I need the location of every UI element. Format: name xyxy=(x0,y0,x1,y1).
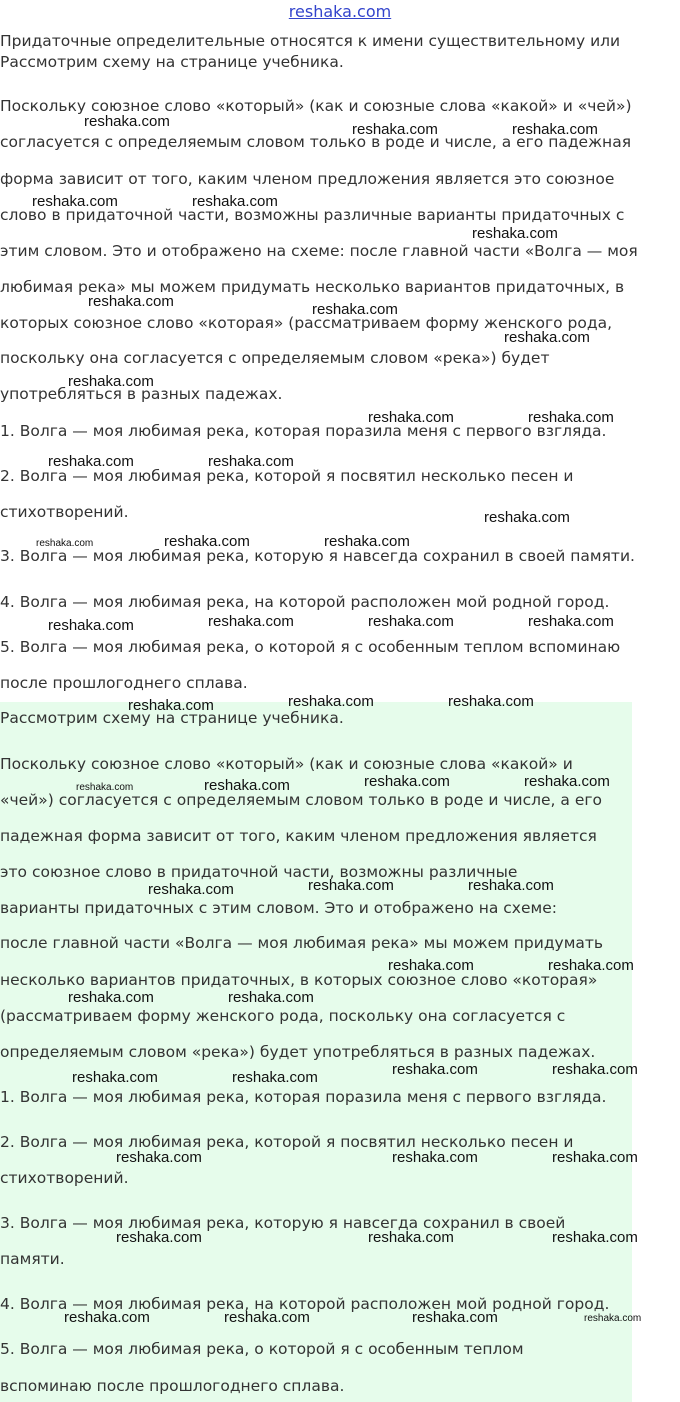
text-line: которых союзное слово «которая» (рассматриваем форму женского рода, xyxy=(0,314,613,332)
watermark: reshaka.com xyxy=(352,121,438,138)
text-line: форма зависит от того, каким членом предложения является это союзное xyxy=(0,170,615,188)
watermark: reshaka.com xyxy=(48,617,134,634)
watermark: reshaka.com xyxy=(288,693,374,710)
watermark: reshaka.com xyxy=(504,329,590,346)
watermark: reshaka.com xyxy=(128,697,214,714)
text-line: согласуется с определяемым словом только в роде и числе, а его падежная xyxy=(0,133,632,151)
watermark: reshaka.com xyxy=(552,1229,638,1246)
text-line: «чей») согласуется с определяемым словом только в роде и числе, а его xyxy=(0,791,602,809)
watermark: reshaka.com xyxy=(84,113,170,130)
list-item: 3. Волга — моя любимая река, которую я навсегда сохранил в своей памяти. xyxy=(0,547,635,565)
watermark: reshaka.com xyxy=(364,773,450,790)
list-item: 2. Волга — моя любимая река, которой я посвятил несколько песен и xyxy=(0,467,574,485)
watermark: reshaka.com xyxy=(368,409,454,426)
watermark: reshaka.com xyxy=(412,1309,498,1326)
text-line: Рассмотрим схему на странице учебника. xyxy=(0,709,344,727)
watermark: reshaka.com xyxy=(308,877,394,894)
watermark: reshaka.com xyxy=(36,538,94,549)
answer-panel xyxy=(0,702,632,1402)
watermark: reshaka.com xyxy=(392,1061,478,1078)
watermark: reshaka.com xyxy=(68,373,154,390)
text-line: (рассматриваем форму женского рода, поскольку она согласуется с xyxy=(0,1007,566,1025)
text-line: употребляться в разных падежах. xyxy=(0,385,283,403)
cut-off-line xyxy=(0,26,680,50)
watermark: reshaka.com xyxy=(388,957,474,974)
list-item: вспоминаю после прошлогоднего сплава. xyxy=(0,1377,345,1395)
list-item: 5. Волга — моя любимая река, о которой я с особенным теплом xyxy=(0,1340,524,1358)
list-item: 1. Волга — моя любимая река, которая поразила меня с первого взгляда. xyxy=(0,422,607,440)
watermark: reshaka.com xyxy=(164,533,250,550)
text-line: Рассмотрим схему на странице учебника. xyxy=(0,53,344,71)
text-line: определяемым словом «река») будет употребляться в разных падежах. xyxy=(0,1043,596,1061)
watermark: reshaka.com xyxy=(116,1229,202,1246)
watermark: reshaka.com xyxy=(208,613,294,630)
text-line: несколько вариантов придаточных, в которых союзное слово «которая» xyxy=(0,971,598,989)
watermark: reshaka.com xyxy=(368,613,454,630)
text-line: это союзное слово в придаточной части, возможны различные xyxy=(0,863,518,881)
watermark: reshaka.com xyxy=(552,1149,638,1166)
watermark: reshaka.com xyxy=(324,533,410,550)
watermark: reshaka.com xyxy=(224,1309,310,1326)
text-line: слово в придаточной части, возможны различные варианты придаточных с xyxy=(0,206,625,224)
partial-text-line: Придаточные определительные относятся к имени существительному или xyxy=(0,32,621,50)
watermark: reshaka.com xyxy=(468,877,554,894)
list-item: после прошлогоднего сплава. xyxy=(0,674,248,692)
list-item: 2. Волга — моя любимая река, которой я посвятил несколько песен и xyxy=(0,1133,574,1151)
watermark: reshaka.com xyxy=(512,121,598,138)
text-line: после главной части «Волга — моя любимая река» мы можем придумать xyxy=(0,934,604,952)
watermark: reshaka.com xyxy=(72,1069,158,1086)
site-title[interactable]: reshaka.com xyxy=(288,2,392,21)
watermark: reshaka.com xyxy=(68,989,154,1006)
watermark: reshaka.com xyxy=(32,193,118,210)
watermark: reshaka.com xyxy=(392,1149,478,1166)
watermark: reshaka.com xyxy=(88,293,174,310)
list-item: 5. Волга — моя любимая река, о которой я с особенным теплом вспоминаю xyxy=(0,638,621,656)
list-item: 3. Волга — моя любимая река, которую я навсегда сохранил в своей xyxy=(0,1214,566,1232)
watermark: reshaka.com xyxy=(228,989,314,1006)
text-line: Поскольку союзное слово «который» (как и союзные слова «какой» и «чей») xyxy=(0,97,632,115)
watermark: reshaka.com xyxy=(528,613,614,630)
watermark: reshaka.com xyxy=(232,1069,318,1086)
watermark: reshaka.com xyxy=(312,301,398,318)
list-item: 1. Волга — моя любимая река, которая поразила меня с первого взгляда. xyxy=(0,1088,607,1106)
watermark: reshaka.com xyxy=(208,453,294,470)
watermark: reshaka.com xyxy=(368,1229,454,1246)
watermark: reshaka.com xyxy=(584,1313,642,1324)
text-line: любимая река» мы можем придумать несколько вариантов придаточных, в xyxy=(0,278,625,296)
watermark: reshaka.com xyxy=(528,409,614,426)
list-item: стихотворений. xyxy=(0,1169,129,1187)
text-line: Поскольку союзное слово «который» (как и союзные слова «какой» и xyxy=(0,755,573,773)
watermark: reshaka.com xyxy=(76,782,134,793)
watermark: reshaka.com xyxy=(148,881,234,898)
watermark: reshaka.com xyxy=(552,1061,638,1078)
watermark: reshaka.com xyxy=(484,509,570,526)
text-line: падежная форма зависит от того, каким членом предложения является xyxy=(0,827,597,845)
watermark: reshaka.com xyxy=(64,1309,150,1326)
list-item: 4. Волга — моя любимая река, на которой расположен мой родной город. xyxy=(0,1295,610,1313)
watermark: reshaka.com xyxy=(192,193,278,210)
watermark: reshaka.com xyxy=(472,225,558,242)
list-item: 4. Волга — моя любимая река, на которой расположен мой родной город. xyxy=(0,593,610,611)
watermark: reshaka.com xyxy=(548,957,634,974)
watermark: reshaka.com xyxy=(48,453,134,470)
text-line: варианты придаточных с этим словом. Это и отображено на схеме: xyxy=(0,899,557,917)
watermark: reshaka.com xyxy=(448,693,534,710)
watermark: reshaka.com xyxy=(116,1149,202,1166)
watermark: reshaka.com xyxy=(204,777,290,794)
list-item: памяти. xyxy=(0,1250,65,1268)
text-line: этим словом. Это и отображено на схеме: после главной части «Волга — моя xyxy=(0,242,638,260)
watermark: reshaka.com xyxy=(524,773,610,790)
text-line: поскольку она согласуется с определяемым словом «река») будет xyxy=(0,349,550,367)
list-item: стихотворений. xyxy=(0,503,129,521)
